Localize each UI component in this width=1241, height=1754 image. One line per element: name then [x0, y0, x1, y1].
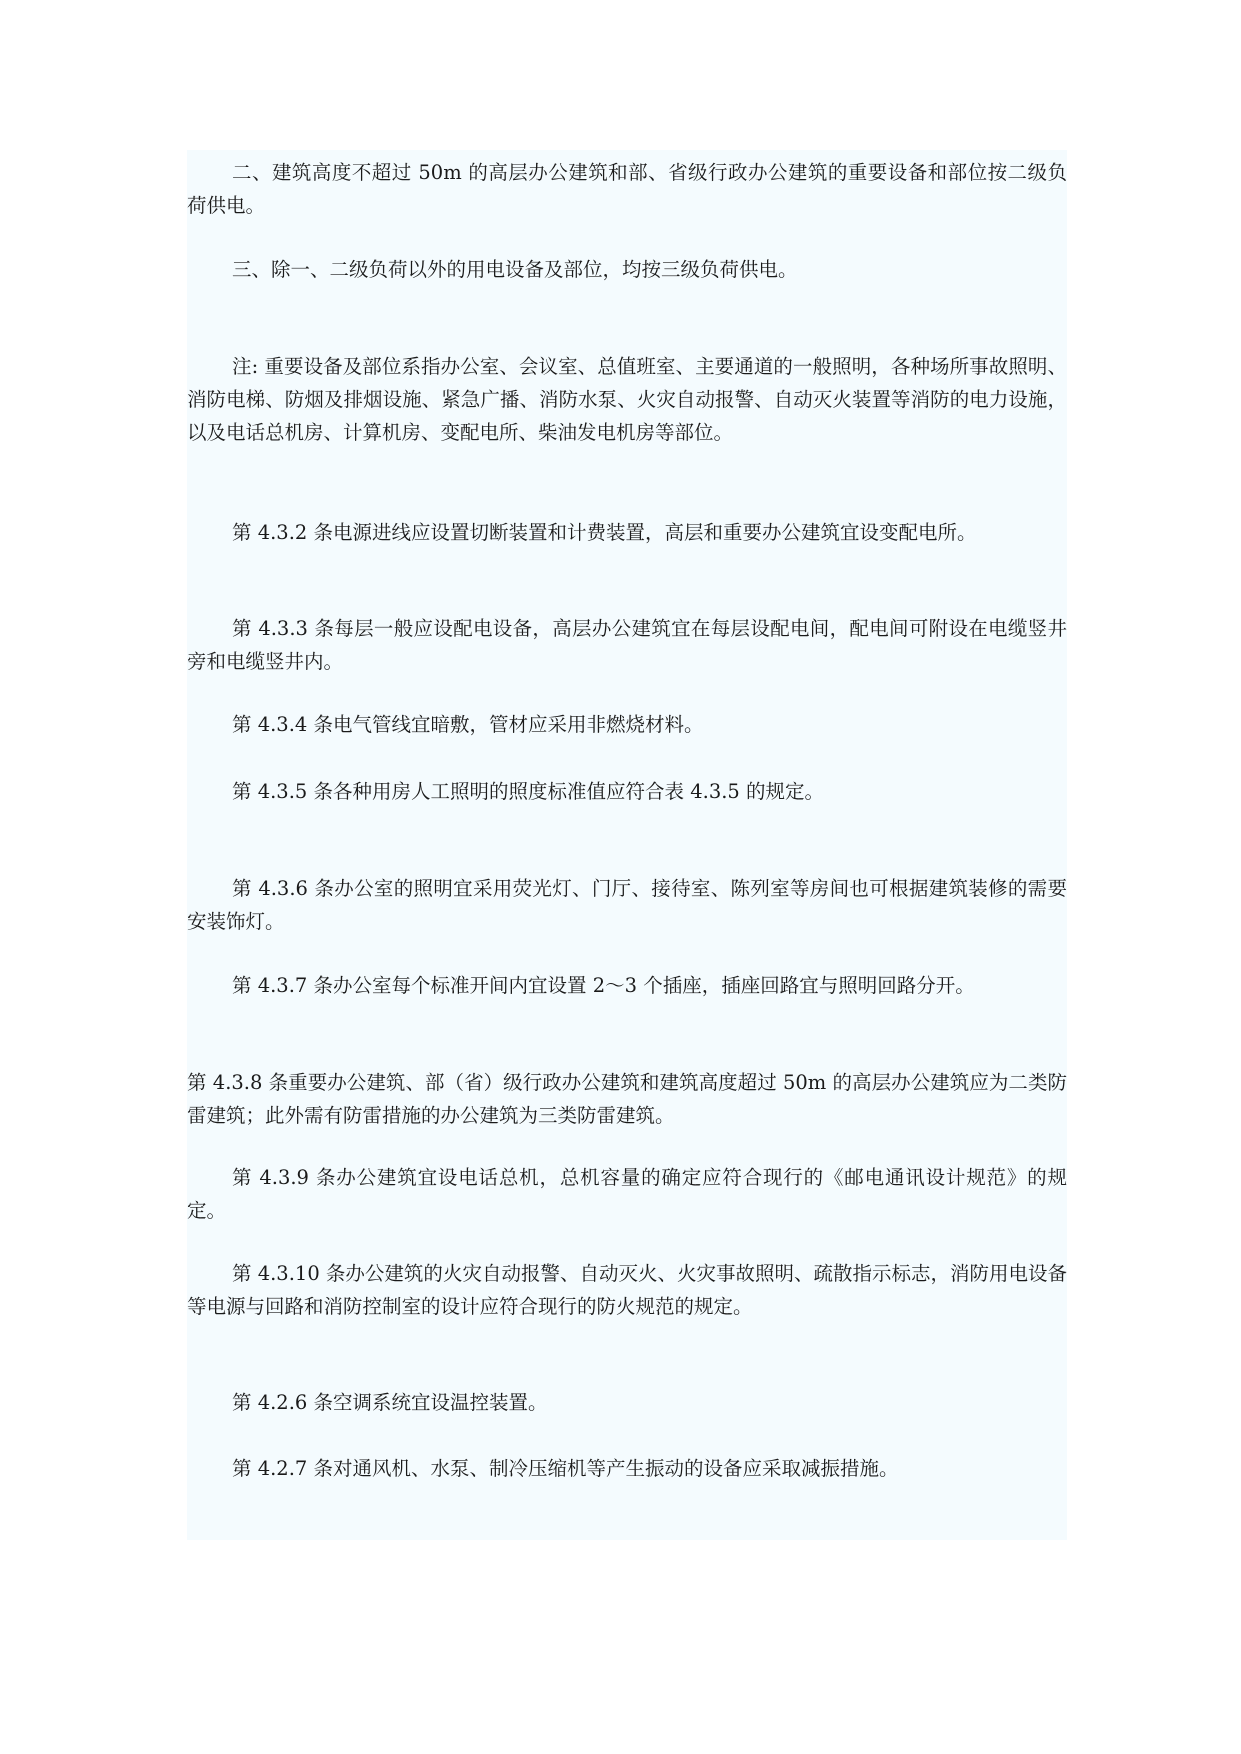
paragraph-clause-4-2-7: 第 4.2.7 条对通风机、水泵、制冷压缩机等产生振动的设备应采取减振措施。 [232, 1457, 899, 1480]
paragraph-clause-4-2-6: 第 4.2.6 条空调系统宜设温控装置。 [232, 1391, 548, 1414]
paragraph-clause-4-3-2: 第 4.3.2 条电源进线应设置切断装置和计费装置，高层和重要办公建筑宜设变配电所。 [232, 521, 977, 544]
paragraph-clause-4-3-8: 第 4.3.8 条重要办公建筑、部（省）级行政办公建筑和建筑高度超过 50m 的高层办公建筑应为二类防雷建筑；此外需有防雷措施的办公建筑为三类防雷建筑。 [187, 1071, 1067, 1127]
paragraph-clause-4-3-5: 第 4.3.5 条各种用房人工照明的照度标准值应符合表 4.3.5 的规定。 [232, 780, 825, 803]
paragraph-clause-4-3-3: 第 4.3.3 条每层一般应设配电设备，高层办公建筑宜在每层设配电间，配电间可附设在电缆竖井旁和电缆竖井内。 [187, 617, 1067, 673]
paragraph-clause-4-3-9: 第 4.3.9 条办公建筑宜设电话总机，总机容量的确定应符合现行的《邮电通讯设计规范》的规定。 [187, 1166, 1067, 1222]
paragraph-load-level-three: 三、除一、二级负荷以外的用电设备及部位，均按三级负荷供电。 [232, 258, 798, 281]
paragraph-clause-4-3-7: 第 4.3.7 条办公室每个标准开间内宜设置 2～3 个插座，插座回路宜与照明回路分开。 [232, 974, 975, 997]
paragraph-clause-4-3-4: 第 4.3.4 条电气管线宜暗敷，管材应采用非燃烧材料。 [232, 713, 704, 736]
paragraph-clause-4-3-6: 第 4.3.6 条办公室的照明宜采用荧光灯、门厅、接待室、陈列室等房间也可根据建筑装修的需要安装饰灯。 [187, 877, 1067, 933]
paragraph-load-level-two: 二、建筑高度不超过 50m 的高层办公建筑和部、省级行政办公建筑的重要设备和部位按二级负荷供电。 [187, 161, 1067, 217]
paragraph-note-important-equipment: 注: 重要设备及部位系指办公室、会议室、总值班室、主要通道的一般照明，各种场所事故照明、消防电梯、防烟及排烟设施、紧急广播、消防水泵、火灾自动报警、自动灭火装置等消防的电力设施，以及电话总机房、计算机房、变配电所、柴油发电机房等部位。 [187, 355, 1067, 444]
document-content-block [187, 150, 1067, 1540]
paragraph-clause-4-3-10: 第 4.3.10 条办公建筑的火灾自动报警、自动灭火、火灾事故照明、疏散指示标志，消防用电设备等电源与回路和消防控制室的设计应符合现行的防火规范的规定。 [187, 1262, 1067, 1318]
